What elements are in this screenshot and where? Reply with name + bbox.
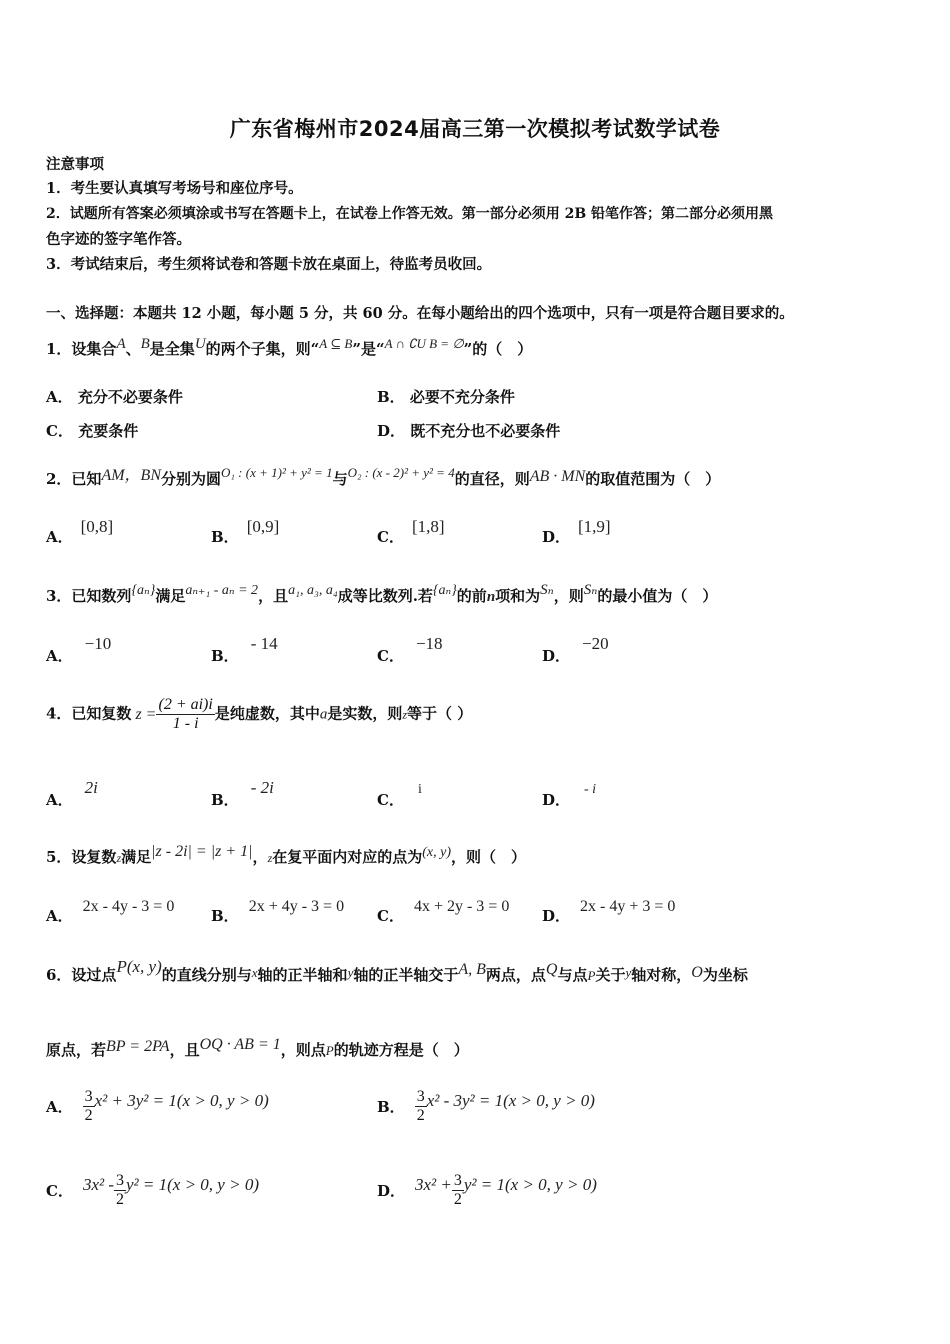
q4-fraction [156, 696, 214, 733]
question-1 [46, 338, 532, 359]
q1-condition-1: A ⊆ B [319, 336, 353, 351]
question-6-line-2 [46, 1036, 469, 1060]
q3-text: 满足 [155, 587, 186, 605]
q4-text: 是实数，则 [327, 704, 403, 723]
q2-option-c[interactable]: C．[1,8] [377, 517, 445, 546]
q3-text: 项和为 [495, 587, 541, 605]
q6-p: P [587, 968, 596, 983]
question-3 [46, 582, 718, 606]
q4-option-a[interactable]: A．2i [46, 778, 98, 809]
q6-text: 原点，若 [46, 1041, 107, 1059]
q1-sep: 、 [125, 340, 141, 358]
q1-set-b: B [140, 336, 150, 352]
q4-numerator: (2 + ai)i [158, 696, 213, 713]
q2-vectors: AM，BN [101, 467, 161, 484]
q2-dot-product: AB · MN [529, 468, 586, 485]
notice-heading: 注意事项 [46, 156, 104, 173]
q6-option-a[interactable]: A． $\frac{3}{2}$ x² + 3y² = 1(x > 0, y > 0) [46, 1088, 269, 1124]
q3-text: 的前 [456, 587, 487, 605]
q4-z-eq: z = [135, 705, 157, 723]
q5-text: 5．设复数 [46, 848, 117, 866]
q1-text: 的两个子集，则“ [205, 340, 320, 358]
q3-text: 成等比数列.若 [337, 587, 433, 605]
q4-option-d[interactable]: D．- i [542, 782, 597, 809]
q5-text: ，则（ ） [451, 848, 527, 866]
q1-text: ”是“ [352, 340, 385, 358]
q6-text: 的轨迹方程是（ ） [333, 1041, 469, 1059]
q1-set-u: U [194, 336, 206, 352]
q4-text: 4．已知复数 [46, 704, 132, 723]
q3-text: 的最小值为（ ） [597, 587, 718, 605]
q4-text: 是纯虚数，其中 [214, 704, 320, 723]
q3-text: ，则 [553, 587, 584, 605]
q5-text: 满足 [121, 848, 152, 866]
q2-text: 的直径，则 [454, 470, 530, 488]
q6-text: ，则点 [280, 1041, 326, 1059]
q1-condition-2: A ∩ ∁U B = ∅ [384, 336, 464, 351]
q3-n: n [486, 589, 496, 605]
q6-text: 6．设过点 [46, 966, 117, 984]
q1-text: ”的（ ） [463, 340, 533, 358]
q2-circle-2: O₂ : (x - 2)² + y² = 4 [347, 465, 455, 480]
q5-option-a[interactable]: A．2x - 4y - 3 = 0 [46, 898, 175, 925]
q5-z-2: z [267, 851, 273, 865]
q3-terms: a₁, a₃, a₄ [288, 583, 338, 598]
q5-condition: |z - 2i| = |z + 1| [151, 843, 253, 860]
q4-option-c[interactable]: C．i [377, 782, 422, 809]
question-2 [46, 466, 720, 489]
q3-sum-2: Sₙ [583, 582, 598, 598]
q3-option-d[interactable]: D．−20 [542, 634, 609, 665]
q3-option-b[interactable]: B．- 14 [211, 634, 278, 665]
q4-option-b[interactable]: B．- 2i [211, 778, 274, 809]
q5-text: 在复平面内对应的点为 [272, 848, 423, 866]
q6-text: 轴的正半轴和 [257, 966, 348, 984]
q2-text: 的取值范围为（ ） [585, 470, 721, 488]
q6-ab: A, B [458, 961, 486, 978]
page-title: 广东省梅州市2024届高三第一次模拟考试数学试卷 [229, 117, 721, 141]
q6-y-2: y [625, 965, 632, 980]
section-heading: 一、选择题：本题共 12 小题，每小题 5 分，共 60 分。在每小题给出的四个选项中，只有一项是符合题目要求的。 [46, 305, 794, 322]
question-4 [46, 696, 472, 733]
q1-text: 是全集 [149, 340, 195, 358]
notice-item-2-cont: 色字迹的签字笔作答。 [46, 231, 191, 248]
q6-point-p: P(x, y) [116, 957, 162, 976]
q6-o: O [691, 964, 703, 981]
q3-option-a[interactable]: A．−10 [46, 634, 112, 665]
q5-z: z [116, 851, 122, 865]
q6-vector-eq: BP = 2PA [106, 1038, 170, 1055]
q1-option-b[interactable]: B． 必要不充分条件 [377, 388, 515, 406]
q5-point: (x, y) [422, 845, 452, 860]
question-6 [46, 957, 748, 985]
q2-option-d[interactable]: D．[1,9] [542, 517, 611, 546]
q1-set-a: A [116, 336, 126, 352]
q4-text: 等于（ ） [407, 704, 473, 723]
q6-option-c[interactable]: C． 3x² - $\frac{3}{2}$ y² = 1(x > 0, y > 0) [46, 1172, 259, 1208]
q6-option-b[interactable]: B． $\frac{3}{2}$ x² - 3y² = 1(x > 0, y > 0) [377, 1088, 595, 1124]
q2-circle-1: O₁ : (x + 1)² + y² = 1 [221, 465, 333, 480]
q4-z: z [402, 707, 408, 722]
q1-option-a[interactable]: A． 充分不必要条件 [46, 388, 183, 406]
notice-item-3: 3．考试结束后，考生须将试卷和答题卡放在桌面上，待监考员收回。 [46, 256, 492, 273]
q2-option-b[interactable]: B．[0,9] [211, 517, 280, 546]
q5-text: ， [252, 848, 268, 866]
q2-option-a[interactable]: A．[0,8] [46, 517, 114, 546]
q6-text: ，且 [169, 1041, 200, 1059]
question-5 [46, 843, 527, 867]
q3-sequence-2: {aₙ} [432, 583, 457, 598]
q6-text: 轴的正半轴交于 [353, 966, 459, 984]
q5-option-b[interactable]: B．2x + 4y - 3 = 0 [211, 898, 345, 925]
q4-a: a [319, 706, 328, 723]
q6-text: 两点，点 [485, 966, 546, 984]
q5-option-c[interactable]: C．4x + 2y - 3 = 0 [377, 898, 510, 925]
q3-sum: Sₙ [540, 582, 554, 598]
q6-p-2: P [325, 1043, 334, 1058]
q3-text: 3．已知数列 [46, 587, 132, 605]
notice-item-1: 1．考生要认真填写考场号和座位序号。 [46, 180, 303, 197]
q3-text: ，且 [258, 587, 289, 605]
q1-text: 1．设集合 [46, 340, 117, 358]
q6-dot-eq: OQ · AB = 1 [199, 1036, 281, 1053]
q3-option-c[interactable]: C．−18 [377, 634, 443, 665]
q6-text: 关于 [595, 966, 626, 984]
q6-y: y [347, 965, 354, 980]
notice-item-2: 2．试题所有答案必须填涂或书写在答题卡上，在试卷上作答无效。第一部分必须用 2B 铅笔作答；第二部分必须用黑 [46, 206, 774, 222]
q2-text: 分别为圆 [161, 470, 222, 488]
q6-option-d[interactable]: D． 3x² + $\frac{3}{2}$ y² = 1(x > 0, y > 0) [377, 1172, 597, 1208]
q3-recurrence: aₙ₊₁ - aₙ = 2 [185, 583, 259, 598]
q6-text: 为坐标 [702, 966, 748, 984]
q6-text: 与点 [557, 966, 588, 984]
q6-q: Q [545, 961, 558, 978]
q4-denominator: 1 - i [172, 715, 199, 732]
q1-option-d[interactable]: D． 既不充分也不必要条件 [377, 422, 561, 440]
q5-option-d[interactable]: D．2x - 4y + 3 = 0 [542, 898, 676, 925]
q6-text: 的直线分别与 [161, 966, 252, 984]
q2-text: 与 [332, 470, 348, 488]
q6-x: x [251, 965, 258, 980]
q6-text: 轴对称， [631, 966, 692, 984]
q2-text: 2．已知 [46, 470, 102, 488]
q1-option-c[interactable]: C． 充要条件 [46, 422, 139, 440]
q3-sequence: {aₙ} [131, 583, 156, 598]
